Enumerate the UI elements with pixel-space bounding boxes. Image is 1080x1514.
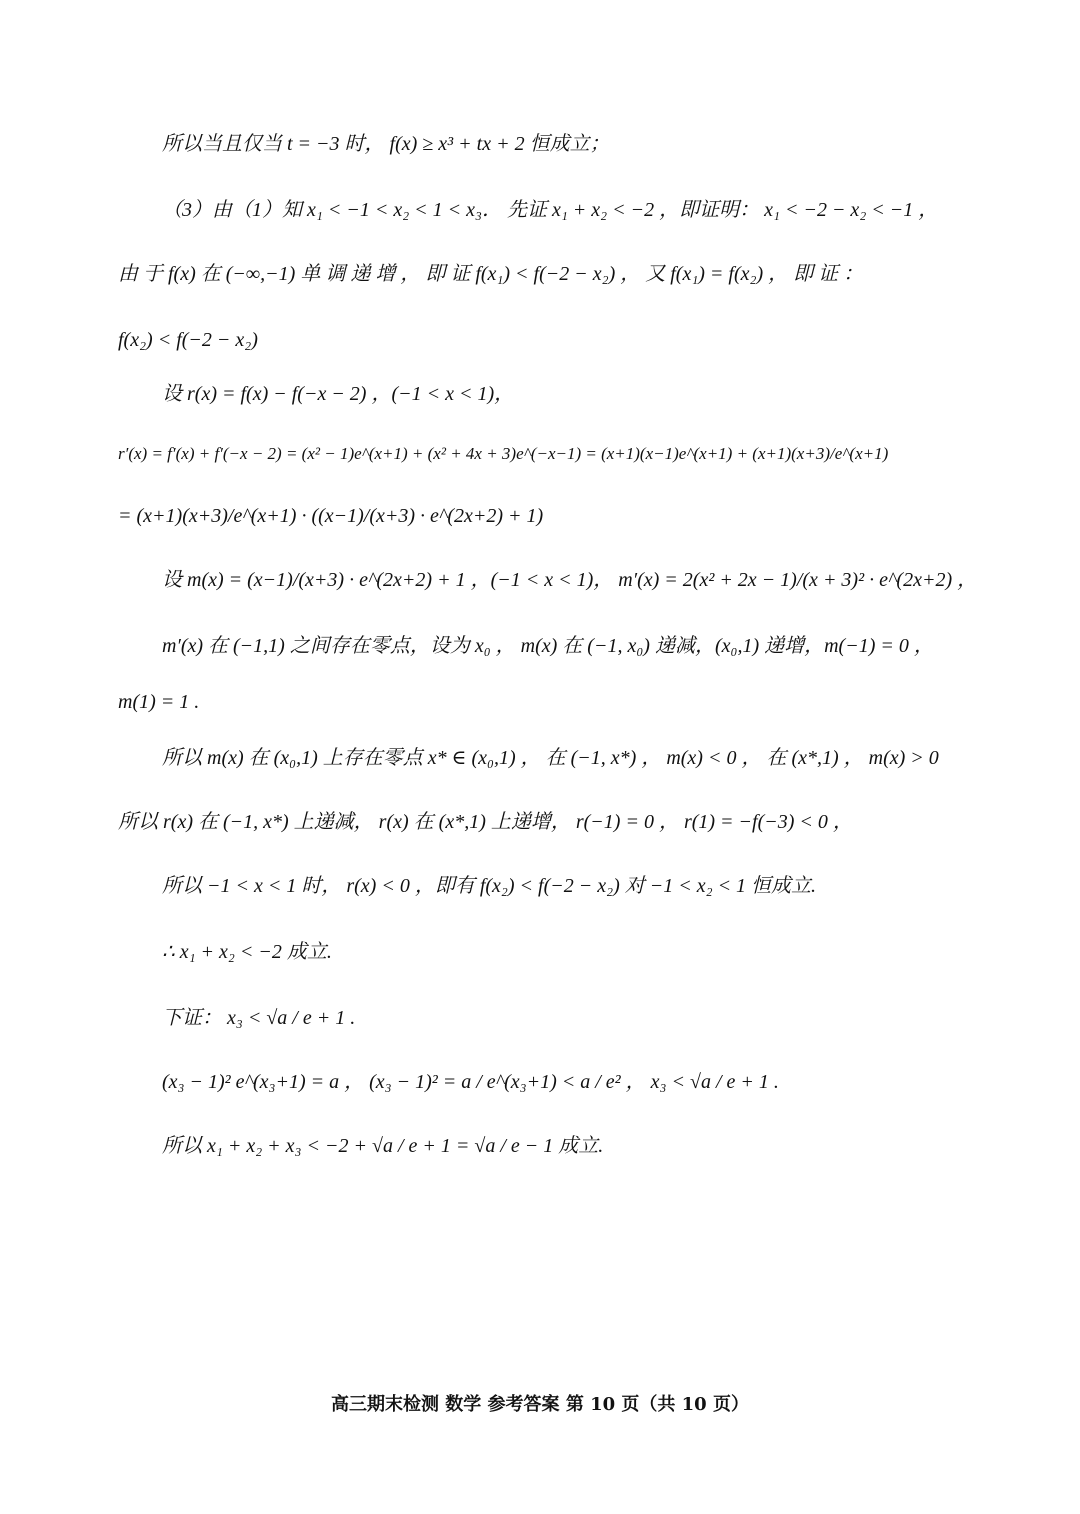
text-line-15: 下证： x₃ < √a / e + 1 .: [162, 1007, 356, 1029]
text-line-1: 所以当且仅当 t = −3 时， f(x) ≥ x³ + tx + 2 恒成立；: [162, 133, 610, 155]
text-line-14: ∴ x₁ + x₂ < −2 成立.: [162, 941, 332, 963]
text-line-3: 由 于 f(x) 在 (−∞,−1) 单 调 递 增 ， 即 证 f(x₁) < f(−2 − x₂) ， 又 f(x₁) = f(x₂) ， 即 证 ：: [118, 263, 864, 285]
text-line-13: 所以 −1 < x < 1 时， r(x) < 0 ，即有 f(x₂) < f(−2 − x₂) 对 −1 < x₂ < 1 恒成立.: [162, 875, 817, 897]
text-line-11: 所以 m(x) 在 (x₀,1) 上存在零点 x* ∈ (x₀,1) ， 在 (−1, x*) ， m(x) < 0 ， 在 (x*,1) ， m(x) > 0: [162, 747, 939, 769]
text-line-17: 所以 x₁ + x₂ + x₃ < −2 + √a / e + 1 = √a / e − 1 成立.: [162, 1135, 604, 1157]
text-line-4: f(x₂) < f(−2 − x₂): [118, 329, 258, 351]
text-line-6: r′(x) = f′(x) + f′(−x − 2) = (x² − 1)e^(x+1) + (x² + 4x + 3)e^(−x−1) = (x+1)(x−1)e^(x+1) + (x+1)(x+3)/e^(x+1): [118, 444, 889, 463]
text-line-10: m(1) = 1 .: [118, 691, 200, 713]
page-footer: 高三期末检测 数学 参考答案 第 10 页（共 10 页）: [331, 1394, 749, 1415]
text-line-12: 所以 r(x) 在 (−1, x*) 上递减， r(x) 在 (x*,1) 上递增， r(−1) = 0 ， r(1) = −f(−3) < 0 ，: [118, 811, 853, 833]
text-line-8: 设 m(x) = (x−1)/(x+3) · e^(2x+2) + 1 ，(−1 < x < 1)， m′(x) = 2(x² + 2x − 1)/(x + 3)² · e^(2x+2) ，: [162, 569, 978, 591]
text-line-2: （3）由（1）知 x₁ < −1 < x₂ < 1 < x₃． 先证 x₁ + x₂ < −2 ，即证明： x₁ < −2 − x₂ < −1 ，: [162, 199, 939, 221]
text-line-9: m′(x) 在 (−1,1) 之间存在零点，设为 x₀ ， m(x) 在 (−1, x₀) 递减，(x₀,1) 递增，m(−1) = 0 ，: [162, 635, 934, 657]
text-line-16: (x₃ − 1)² e^(x₃+1) = a ， (x₃ − 1)² = a / e^(x₃+1) < a / e² ， x₃ < √a / e + 1 .: [162, 1071, 779, 1093]
text-line-5: 设 r(x) = f(x) − f(−x − 2) ，(−1 < x < 1)，: [162, 383, 515, 405]
text-line-7: = (x+1)(x+3)/e^(x+1) · ((x−1)/(x+3) · e^(2x+2) + 1): [118, 505, 544, 527]
